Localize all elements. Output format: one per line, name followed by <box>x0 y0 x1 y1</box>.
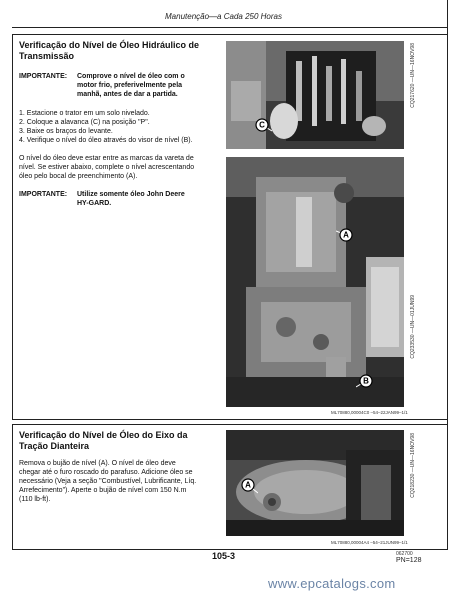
callout-c: C <box>259 120 265 130</box>
front-axle-photo <box>226 430 404 536</box>
paragraph-line: O nível do óleo deve estar entre as marcas da vareta de <box>19 155 194 162</box>
paragraph-line: (110 lb-ft). <box>19 496 51 503</box>
header-rule <box>12 27 447 28</box>
paragraph-line: Arrefecimento"). Aperte o bujão de nível com 150 N.m <box>19 487 187 494</box>
section-front-axle-oil <box>12 424 448 550</box>
important-text-line: HY-GARD. <box>77 200 112 207</box>
photo-code: CQ233530 —UN—01JUN99 <box>410 295 416 359</box>
important-label: IMPORTANTE: <box>19 73 68 80</box>
page-header: Manutenção—a Cada 250 Horas <box>165 12 282 21</box>
reference-code: ML70880,00004A4 –54–21JUN99–1/1 <box>331 540 408 545</box>
important-label: IMPORTANTE: <box>19 191 68 198</box>
photo-code: CQ218230 —UN—16NOV98 <box>410 433 416 498</box>
paragraph-line: necessário (Veja a seção "Combustível, Lubrificante, Líq. <box>19 478 197 485</box>
section-title-line2: Transmissão <box>19 51 75 61</box>
callout-b: B <box>363 376 369 386</box>
important-text-line: motor frio, preferivelmente pela <box>77 82 183 89</box>
important-text-line: Utilize somente óleo John Deere <box>77 191 185 198</box>
paragraph-line: chegar até o furo roscado do parafuso. Adicione óleo se <box>19 469 193 476</box>
step-item: 4. Verifique o nível do óleo através do visor de nível (B). <box>19 137 193 144</box>
footer-pn: PN=128 <box>396 557 422 564</box>
paragraph-line: Remova o bujão de nível (A). O nível de óleo deve <box>19 460 176 467</box>
paragraph-line: nível. Se estiver abaixo, complete o nível acrescentando <box>19 164 195 171</box>
step-item: 2. Coloque a alavanca (C) na posição "P". <box>19 119 150 126</box>
callout-a: A <box>245 480 251 490</box>
watermark: www.epcatalogs.com <box>268 576 396 591</box>
step-item: 1. Estacione o trator em um solo nivelado. <box>19 110 150 117</box>
section-title-line2: Tração Dianteira <box>19 441 90 451</box>
step-item: 3. Baixe os braços do levante. <box>19 128 113 135</box>
section-hydraulic-oil <box>12 34 448 420</box>
hydraulic-housing-photo <box>226 157 404 407</box>
important-text-line: Comprove o nível de óleo com o <box>77 73 185 80</box>
photo-code: CQ217620 —UN—16NOV98 <box>410 43 416 108</box>
reference-code: ML70880,00004C0 –54–22JAN99–1/1 <box>331 410 408 415</box>
footer-date: 062700 <box>396 551 413 557</box>
section-title-line1: Verificação do Nível de Óleo do Eixo da <box>19 430 188 440</box>
important-text-line: manhã, antes de dar a partida. <box>77 91 178 98</box>
paragraph-line: óleo pelo bocal de preenchimento (A). <box>19 173 138 180</box>
callout-a: A <box>343 230 349 240</box>
section-title-line1: Verificação do Nível de Óleo Hidráulico de <box>19 40 200 50</box>
lever-console-photo <box>226 41 404 149</box>
page-number: 105-3 <box>211 551 236 561</box>
